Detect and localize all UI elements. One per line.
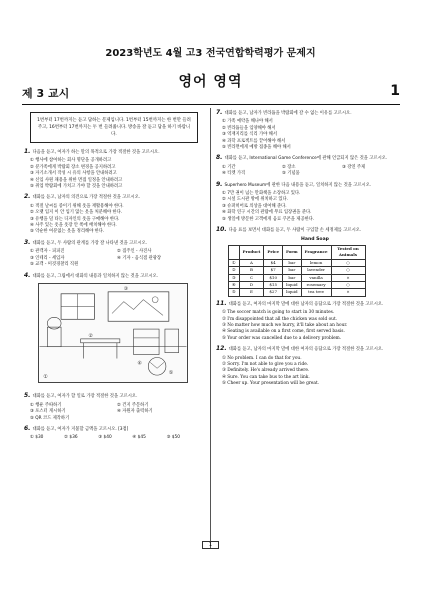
question-text: 대화를 듣고, 남자의 의견으로 가장 적절한 것을 고르시오. [32, 195, 141, 201]
table-cell: tea tree [301, 289, 331, 296]
question-12 [216, 346, 402, 387]
option[interactable]: ⑤ 기념품 [282, 171, 300, 177]
option[interactable]: ① 기간 [222, 164, 236, 170]
column-header: Fragrance [301, 245, 331, 259]
page-number: 1 [390, 83, 400, 99]
question-8 [216, 155, 402, 177]
option[interactable]: ② 빈라듐들을 입양해야 해서 [222, 125, 276, 131]
svg-text:②: ② [88, 332, 93, 339]
question-text: Superhero Museum에 관한 다음 내용을 듣고, 일치하지 않는 것을 고르시오. [224, 182, 372, 188]
table-cell: B [239, 267, 264, 274]
table-row[interactable] [229, 274, 366, 281]
option[interactable]: ① 가족 예약을 해나야 해서 [222, 119, 273, 125]
table-cell: $4 [264, 259, 283, 266]
table-row[interactable] [229, 289, 366, 296]
option[interactable]: ④ 티켓 가격 [222, 171, 246, 177]
option[interactable]: ④ 사주 있는 옷을 옷장 안 쪽에 배치해야 한다. [30, 223, 117, 229]
table-cell: D [239, 281, 264, 288]
option[interactable]: ① 7만 권이 넘는 만화책을 소장하고 있다. [222, 191, 301, 197]
question-3 [24, 240, 204, 269]
table-row[interactable] [229, 259, 366, 266]
column-header: Tested on Animals [331, 245, 365, 259]
option[interactable]: ② 장소 [282, 164, 296, 170]
option[interactable]: ⑤ 교객 - 미것경찰리 직원 [30, 262, 79, 268]
option[interactable]: ③ 인테리 - 세입자 [30, 255, 65, 261]
option[interactable]: ③ 강연 주제 [342, 164, 366, 170]
table-cell: ② [229, 267, 240, 274]
header-divider [22, 104, 400, 105]
table-caption: Hand Soap [301, 236, 329, 242]
session-label: 제 3 교시 [22, 87, 70, 100]
column-divider [210, 108, 211, 548]
question-text: 대화를 듣고, 두 사람의 관계를 가장 잘 나타낸 것을 고르시오. [32, 240, 148, 246]
question-11 [216, 301, 402, 342]
option[interactable]: ① 행사에 참여하는 회사 명단을 공개하려고 [30, 158, 112, 164]
question-number: 10. [216, 226, 227, 234]
option[interactable]: ③ $40 [98, 435, 112, 441]
question-text: 대화를 듣고, 남자의 마지막 말에 대한 여자의 응답으로 가장 적절한 것을 고르시오. [228, 347, 384, 353]
option[interactable]: ③ No matter how much we hurry, it'll take about an hour. [222, 322, 348, 328]
table-cell: vanilla [301, 274, 331, 281]
option[interactable]: ③ 자기소개서 작성 시 유의 사항을 안내하려고 [30, 171, 117, 177]
table-header-row [229, 245, 366, 259]
question-number: 7. [216, 109, 223, 116]
header [0, 44, 421, 91]
table-row[interactable] [229, 267, 366, 274]
question-9 [216, 182, 402, 223]
option[interactable]: ④ 기자 - 음식점 관광장 [117, 255, 162, 261]
option[interactable]: ② I'm disappointed that all the chicken was sold out. [222, 316, 338, 322]
column-header: Product [239, 245, 264, 259]
table-cell: rosemary [301, 281, 331, 288]
subject-title: 영어 영역 [178, 74, 243, 90]
question-1 [24, 149, 204, 190]
question-text: 다음 표를 보면서 대화를 듣고, 두 사람이 구입할 손 세정제를 고르시오. [228, 228, 362, 234]
table-cell: ○ [331, 267, 365, 274]
column-header [229, 245, 240, 259]
table-cell: lavender [301, 267, 331, 274]
option[interactable]: ③ 포스터 게시하기 [30, 409, 66, 415]
question-text: 대화를 듣고, 그림에서 대화의 내용과 일치하지 않는 것을 고르시오. [32, 273, 159, 279]
table-cell: ⑤ [229, 289, 240, 296]
table-cell: liquid [283, 289, 302, 296]
table-cell: × [331, 274, 365, 281]
question-number: 4. [24, 271, 31, 279]
footer-page-number: 1 [202, 541, 219, 549]
question-6 [24, 426, 204, 442]
question-text: 대화를 듣고, 남자가 빈라듐을 박람회에 갈 수 없는 이유를 고르시오. [224, 111, 352, 116]
option[interactable]: ② Sorry. I'm not able to give you a ride. [222, 362, 309, 367]
option[interactable]: ⑤ Your order was cancelled due to a delivery problem. [222, 335, 342, 341]
question-number: 1. [24, 148, 31, 155]
table-cell: bar [283, 267, 302, 274]
hand-soap-table [228, 245, 366, 297]
question-4 [24, 273, 204, 390]
option[interactable]: ④ 화학 연구 시간의 관람에 무료 입장권을 준다. [222, 210, 312, 216]
question-2 [24, 194, 204, 235]
option[interactable]: ④ 자원자 출력하기 [117, 409, 153, 415]
option[interactable]: ④ Sure. You can take bus to the art link. [222, 374, 310, 380]
option[interactable]: ④ 신입 사원 채용을 위한 면접 일정을 안내하려고 [30, 177, 123, 183]
table-row[interactable] [229, 281, 366, 288]
question-number: 11. [216, 299, 227, 307]
table-cell: $7 [264, 267, 283, 274]
classroom-illustration-icon [38, 283, 188, 383]
option[interactable]: ① 관객자 - 피피진 [30, 249, 65, 255]
svg-text:③: ③ [123, 285, 129, 292]
page-footer [0, 541, 421, 549]
option[interactable]: ① 행운 주따하기 [30, 402, 62, 408]
svg-text:①: ① [43, 373, 48, 380]
option[interactable]: ② 건지 주문하기 [117, 402, 149, 408]
table-cell: lemon [301, 259, 331, 266]
column-header: Price [264, 245, 283, 259]
table-cell: ○ [331, 281, 365, 288]
option[interactable]: ⑤ 생일에 방문한 고객에게 음료 쿠폰을 제공한다. [222, 216, 315, 222]
session-row [22, 85, 400, 101]
table-cell: $15 [264, 281, 283, 288]
question-text: 대화를 듣고, 여자가 할 일로 가장 적절한 것을 고르시오. [32, 394, 138, 400]
option[interactable]: ③ 슈퍼히어로 의상을 대여해 준다. [222, 203, 287, 209]
option[interactable]: ⑤ 빈라면에게 예방 접종을 해야 해서 [222, 145, 291, 151]
option[interactable]: ④ $45 [132, 435, 146, 441]
option[interactable]: ⑤ $50 [166, 435, 180, 441]
question-number: 6. [24, 424, 31, 432]
option[interactable]: ② 오랫 입지 이 안 입기 않는 옷을 처분해야 한다. [30, 210, 123, 216]
option[interactable]: ① The soccer match is going to start in 30 minutes. [222, 310, 335, 316]
option[interactable]: ③ Definitely. He's already arrived there. [222, 368, 310, 374]
option[interactable]: ② $36 [64, 435, 78, 441]
right-column [216, 110, 402, 392]
table-cell: bar [283, 259, 302, 266]
option[interactable]: ① 적절 날씨를 증이기 위해 옷을 재활용해야 한다. [30, 203, 124, 209]
question-text: 대화를 듣고, 여자가 지불할 금액을 고르시오. [3점] [32, 426, 129, 432]
question-text: 대화를 듣고, International Game Conference에 관해 언급되지 않은 것을 고르시오. [224, 156, 388, 162]
option[interactable]: ② 집주인 - 사진사 [117, 249, 152, 255]
table-cell: E [239, 289, 264, 296]
option[interactable]: ⑤ 취업 박람회에 가치고 가야 할 것을 안내하려고 [30, 184, 123, 190]
question-number: 9. [216, 180, 223, 188]
question-text: 다음을 듣고, 여자가 하는 말의 목적으로 가장 적절한 것을 고르시오. [32, 150, 160, 155]
question-7 [216, 110, 402, 151]
table-cell: ③ [229, 274, 240, 281]
question-5 [24, 393, 204, 422]
table-cell: A [239, 259, 264, 266]
table-cell: bar [283, 274, 302, 281]
option[interactable]: ⑤ Cheer up. Your presentation will be great. [222, 381, 320, 387]
left-column [24, 110, 204, 446]
exam-title: 2023학년도 4월 고3 전국연합학력평가 문제지 [105, 48, 316, 59]
question-number: 5. [24, 392, 31, 400]
listening-notice: 1번부터 17번까지는 듣고 답하는 문제입니다. 1번부터 15번까지는 한 번만 들려주고, 16번부터 17번까지는 두 번 들려줍니다. 방송을 잘 듣고 답을 하기 바랍니다. [30, 112, 198, 143]
table-cell: ○ [331, 259, 365, 266]
option[interactable]: ⑤ QR 코드 제작하기 [30, 415, 70, 421]
table-cell: C [239, 274, 264, 281]
option[interactable]: ③ 역재지리를 식리 가야 해서 [222, 132, 277, 138]
table-cell: × [331, 289, 365, 296]
option[interactable]: ② 분가족에게 박람회 장소 변경을 공지하려고 [30, 164, 116, 170]
question-text: 대화를 듣고, 여자의 마지막 말에 대한 남자의 응답으로 가장 적절한 것을 고르시오. [228, 301, 384, 307]
option[interactable]: ④ 과학 프로젝트를 끝어해야 해서 [222, 138, 286, 144]
table-cell: liquid [283, 281, 302, 288]
option[interactable]: ① No problem. I can do that for you. [222, 355, 302, 361]
question-number: 3. [24, 238, 31, 246]
table-cell: $10 [264, 274, 283, 281]
option[interactable]: ④ Seating is available on a first come, first served basis. [222, 329, 345, 335]
column-header: Form [283, 245, 302, 259]
option[interactable]: ① $30 [30, 435, 44, 441]
question-10 [216, 227, 402, 297]
table-cell: ① [229, 259, 240, 266]
svg-text:④: ④ [137, 360, 142, 367]
question-number: 8. [216, 154, 223, 162]
question-number: 12. [216, 345, 227, 353]
option[interactable]: ② 시설 도시관 방에 위치하고 있다. [222, 197, 289, 203]
option[interactable]: ③ 유행을 덜 타는 디자인의 옷을 구매해야 한다. [30, 216, 120, 222]
table-cell: ④ [229, 281, 240, 288]
question-number: 2. [24, 193, 31, 201]
table-cell: $27 [264, 289, 283, 296]
svg-text:⑤: ⑤ [168, 370, 174, 377]
option[interactable]: ⑤ 악순한 여분없는 옷을 정리해야 한다. [30, 229, 105, 235]
